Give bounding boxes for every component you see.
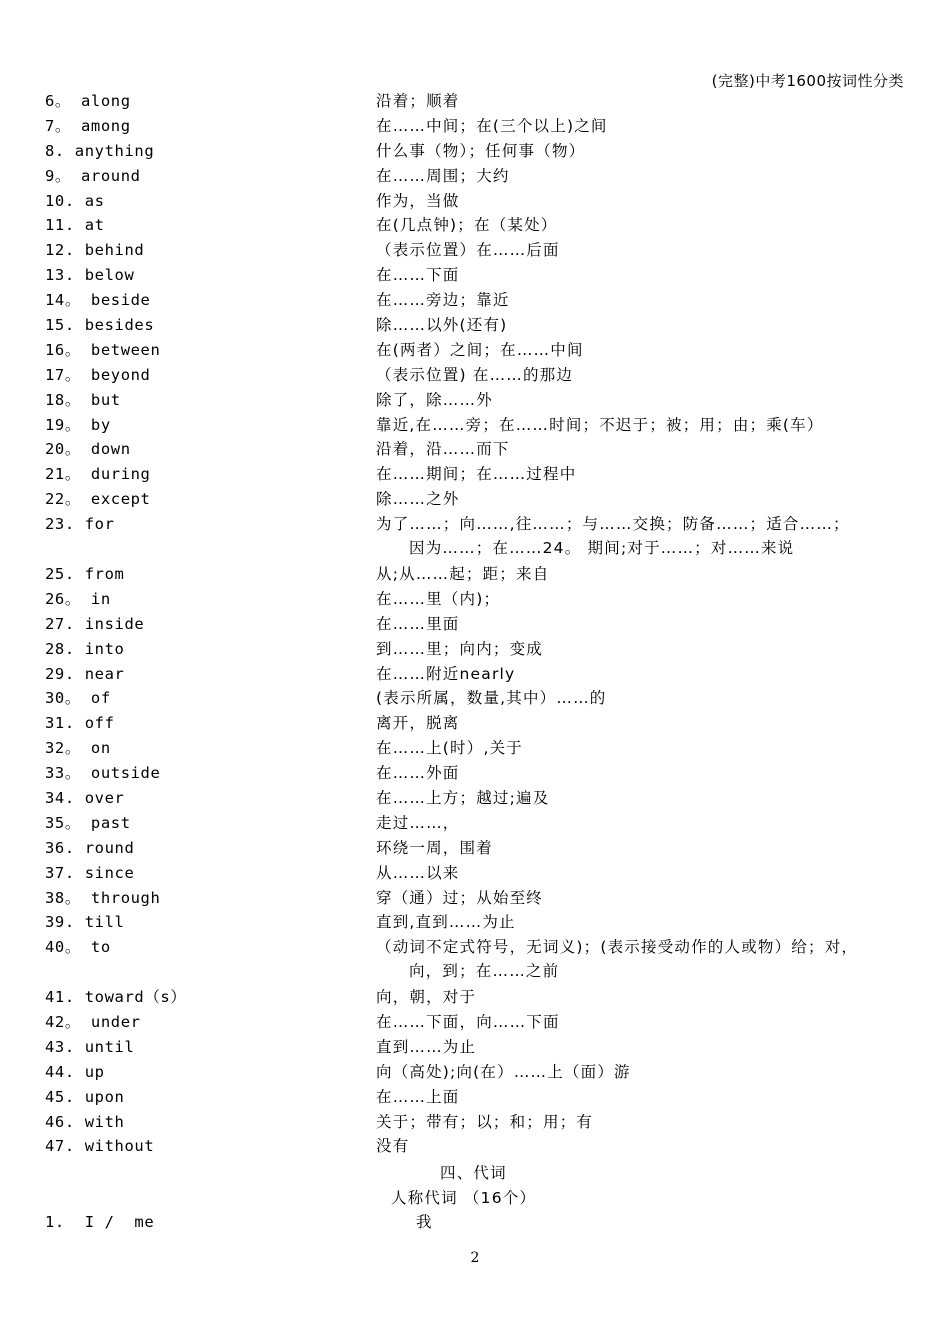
list-item [45, 115, 915, 140]
english-word: 30。 of [45, 689, 111, 708]
english-word: 44. up [45, 1062, 105, 1081]
list-item [45, 165, 915, 190]
chinese-meaning: 在……周围；大约 [376, 166, 510, 185]
list-item [45, 638, 915, 663]
english-word: 32。 on [45, 739, 111, 758]
section-title: 四、代词 [440, 1164, 507, 1182]
chinese-meaning: 在……期间；在……过程中 [376, 465, 577, 484]
english-word: 40。 to [45, 938, 111, 957]
list-item [45, 936, 915, 986]
list-item [45, 787, 915, 812]
chinese-meaning: 靠近,在……旁；在……时间；不迟于；被；用；由；乘(车） [376, 415, 824, 434]
chinese-meaning-continued: 向，到；在……之前 [409, 962, 560, 981]
chinese-meaning: 什么事（物）；任何事（物） [376, 141, 586, 160]
chinese-meaning: 除……以外(还有) [376, 316, 508, 335]
chinese-meaning: 在……上方；越过;遍及 [376, 788, 550, 807]
english-word: 43. until [45, 1037, 135, 1056]
list-item [45, 1061, 915, 1086]
english-word: 39. till [45, 913, 125, 932]
list-item [45, 837, 915, 862]
english-word: 36. round [45, 838, 135, 857]
english-word: 16。 between [45, 340, 161, 359]
chinese-meaning: 从……以来 [376, 863, 460, 882]
chinese-meaning: 直到……为止 [376, 1037, 477, 1056]
chinese-meaning: （表示位置）在……后面 [376, 241, 560, 260]
chinese-meaning: 作为，当做 [376, 191, 460, 210]
list-item [45, 488, 915, 513]
list-item [45, 90, 915, 115]
list-item [45, 762, 915, 787]
chinese-meaning: 在……下面，向……下面 [376, 1012, 560, 1031]
english-word: 47. without [45, 1137, 155, 1156]
english-word: 20。 down [45, 440, 131, 459]
chinese-meaning: 沿着，沿……而下 [376, 440, 510, 459]
chinese-meaning: 在……里面 [376, 614, 460, 633]
english-word: 9。 around [45, 166, 141, 185]
chinese-meaning: 沿着；顺着 [376, 92, 460, 110]
list-item [45, 239, 915, 264]
chinese-meaning: 关于；带有；以；和；用；有 [376, 1112, 594, 1131]
english-word: 27. inside [45, 614, 145, 633]
english-word: 7。 among [45, 116, 131, 135]
list-item [45, 887, 915, 912]
english-word: 22。 except [45, 490, 151, 509]
subsection-title: 人称代词 （16个） [391, 1189, 537, 1207]
list-item [45, 1135, 915, 1160]
chinese-meaning: 在……上(时）,关于 [376, 739, 523, 758]
english-word: 12. behind [45, 241, 145, 260]
english-word: 37. since [45, 863, 135, 882]
list-item [45, 289, 915, 314]
list-item [45, 862, 915, 887]
english-word: 10. as [45, 191, 105, 210]
english-word: 29. near [45, 664, 125, 683]
chinese-meaning: 离开，脱离 [376, 714, 460, 733]
chinese-meaning: （表示位置) 在……的那边 [376, 365, 574, 384]
english-word: 17。 beyond [45, 365, 151, 384]
list-item [45, 563, 915, 588]
list-item [45, 314, 915, 339]
chinese-meaning: 在……下面 [376, 266, 460, 285]
chinese-meaning: 向，朝，对于 [376, 988, 477, 1007]
chinese-meaning: 没有 [376, 1137, 410, 1156]
english-word: 18。 but [45, 390, 121, 409]
list-item [45, 264, 915, 289]
chinese-meaning: 在……旁边；靠近 [376, 291, 510, 310]
english-word: 31. off [45, 714, 115, 733]
english-word: 28. into [45, 639, 125, 658]
english-word: 34. over [45, 788, 125, 807]
chinese-meaning: 在……上面 [376, 1087, 460, 1106]
list-item [45, 190, 915, 215]
chinese-meaning: 走过……， [376, 813, 460, 832]
list-item [45, 613, 915, 638]
chinese-meaning: 除了，除……外 [376, 390, 493, 409]
english-word: 41. toward（s） [45, 988, 187, 1007]
list-item [45, 339, 915, 364]
list-item [45, 214, 915, 239]
chinese-meaning: 环绕一周，围着 [376, 838, 493, 857]
chinese-meaning: 我 [416, 1213, 433, 1231]
list-item [45, 438, 915, 463]
list-item [45, 364, 915, 389]
english-word: 46. with [45, 1112, 125, 1131]
list-item [45, 737, 915, 762]
list-item [45, 812, 915, 837]
list-item [45, 513, 915, 563]
chinese-meaning: 为了……；向……,往……；与……交换；防备……；适合……； [376, 515, 850, 534]
english-word: 1. I / me [45, 1213, 155, 1231]
english-word: 26。 in [45, 589, 111, 608]
english-word: 42。 under [45, 1012, 141, 1031]
word-list [45, 90, 915, 1160]
chinese-meaning: 在……附近nearly [376, 664, 516, 683]
chinese-meaning: 在……外面 [376, 764, 460, 783]
list-item [45, 463, 915, 488]
chinese-meaning: 在(两者）之间；在……中间 [376, 340, 584, 359]
list-item [45, 1111, 915, 1136]
chinese-meaning: (表示所属，数量,其中）……的 [376, 689, 607, 708]
english-word: 15. besides [45, 316, 155, 335]
chinese-meaning: 除……之外 [376, 490, 460, 509]
chinese-meaning: 穿（通）过；从始至终 [376, 888, 544, 907]
list-item [45, 911, 915, 936]
list-item [45, 1211, 915, 1236]
english-word: 11. at [45, 216, 105, 235]
chinese-meaning: 向（高处);向(在）……上（面）游 [376, 1062, 631, 1081]
list-item [45, 588, 915, 613]
english-word: 6。 along [45, 92, 131, 110]
chinese-meaning: 从;从……起；距；来自 [376, 564, 550, 583]
english-word: 35。 past [45, 813, 131, 832]
chinese-meaning: 在(几点钟)；在（某处） [376, 216, 558, 235]
english-word: 13. below [45, 266, 135, 285]
list-item [45, 389, 915, 414]
english-word: 45. upon [45, 1087, 125, 1106]
english-word: 33。 outside [45, 764, 161, 783]
list-item [45, 1011, 915, 1036]
list-item [45, 986, 915, 1011]
list-item [45, 414, 915, 439]
page-number: 2 [470, 1250, 480, 1266]
english-word: 25. from [45, 564, 125, 583]
list-item [45, 687, 915, 712]
english-word: 8. anything [45, 141, 155, 160]
chinese-meaning: （动词不定式符号，无词义)；(表示接受动作的人或物）给；对， [376, 938, 859, 957]
english-word: 23. for [45, 515, 115, 534]
chinese-meaning-continued: 因为……；在……24。 期间;对于……；对……来说 [409, 539, 795, 558]
english-word: 14。 beside [45, 291, 151, 310]
list-item [45, 663, 915, 688]
document-header: (完整)中考1600按词性分类 [711, 72, 904, 90]
english-word: 19。 by [45, 415, 111, 434]
chinese-meaning: 直到,直到……为止 [376, 913, 516, 932]
chinese-meaning: 在……里（内)； [376, 589, 501, 608]
chinese-meaning: 在……中间；在(三个以上)之间 [376, 116, 608, 135]
list-item [45, 1036, 915, 1061]
english-word: 38。 through [45, 888, 161, 907]
chinese-meaning: 到……里；向内；变成 [376, 639, 544, 658]
english-word: 21。 during [45, 465, 151, 484]
list-item [45, 1086, 915, 1111]
list-item [45, 712, 915, 737]
list-item [45, 140, 915, 165]
